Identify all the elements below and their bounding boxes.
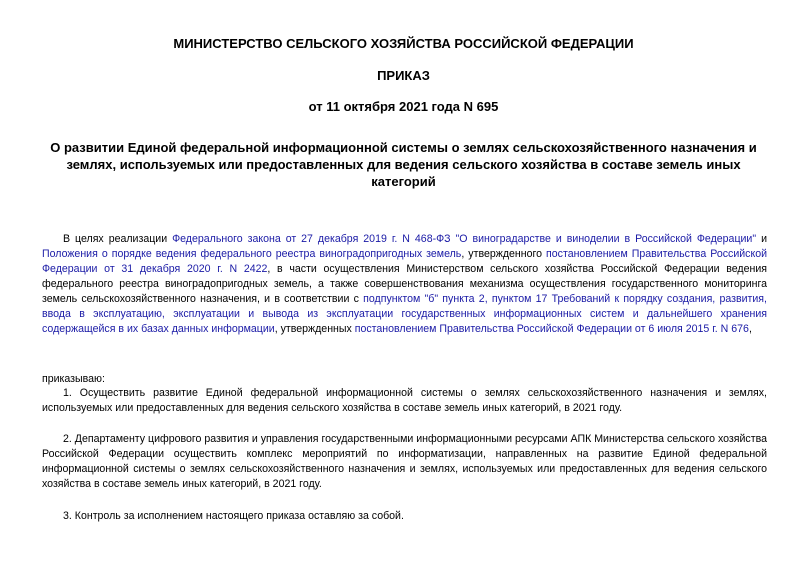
order-item-2: 2. Департаменту цифрового развития и управления государственными информационными ресурсами АПК Министерства сельского хозяйства Российской Федерации осуществить комплекс мероприятий по информатизации, направленных на развитие Единой федеральной информационной системы о землях сельскохозяйственного назначения и землях, используемых или предоставленных для ведения сельского хозяйства в составе земель иных категорий, в 2021 году. xyxy=(42,433,767,490)
order-item-1: 1. Осуществить развитие Единой федеральной информационной системы о землях сельскохозяйственного назначения и землях, используемых или предоставленных для ведения сельского хозяйства в составе земель иных категорий, в 2021 году. xyxy=(42,387,767,414)
preamble-paragraph xyxy=(42,232,767,337)
preamble-text-6: , xyxy=(748,323,752,335)
registry-regulation-link[interactable]: Положения о порядке ведения федерального реестра виноградопригодных земель xyxy=(42,248,462,260)
government-decree-2020-link[interactable]: постановлением Правительства Российской Федерации от 31 декабря 2020 г. N 2422 xyxy=(42,248,768,275)
date-number-heading: от 11 октября 2021 года N 695 xyxy=(308,99,499,114)
document-type-heading: ПРИКАЗ xyxy=(377,68,430,83)
document-subject-title: О развитии Единой федеральной информационной системы о землях сельскохозяйственного назначения и землях, используемых или предоставленных для ведения сельского хозяйства в составе земель иных категорий xyxy=(50,140,757,189)
preamble-text-4: , в части осуществления Министерством сельского хозяйства Российской Федерации ведения федерального реестра виноградопригодных земель, а также совершенствования механизма осуществления государственного мониторинга земель сельскохозяйственного назначения, и в соответствии с xyxy=(42,263,768,305)
government-decree-2015-link[interactable]: постановлением Правительства Российской Федерации от 6 июля 2015 г. N 676 xyxy=(354,323,749,335)
ministry-heading: МИНИСТЕРСТВО СЕЛЬСКОГО ХОЗЯЙСТВА РОССИЙСКОЙ ФЕДЕРАЦИИ xyxy=(173,36,634,51)
preamble-text-2: и xyxy=(756,233,767,245)
federal-law-link[interactable]: Федерального закона от 27 декабря 2019 г. N 468-ФЗ "О виноградарстве и виноделии в Российской Федерации" xyxy=(172,233,757,245)
requirements-link[interactable]: подпунктом "б" пункта 2, пунктом 17 Требований к порядку создания, развития, ввода в эксплуатацию, эксплуатации и вывода из эксплуатации государственных информационных систем и дальнейшего хранения содержащейся в их базах данных информации xyxy=(42,293,767,335)
preamble-text-5: , утвержденных xyxy=(274,323,355,335)
preamble-text-3: , утвержденного xyxy=(461,248,547,260)
order-item-3: 3. Контроль за исполнением настоящего приказа оставляю за собой. xyxy=(63,510,404,522)
preamble-text-1: В целях реализации xyxy=(63,233,173,245)
order-intro: приказываю: xyxy=(42,373,105,385)
